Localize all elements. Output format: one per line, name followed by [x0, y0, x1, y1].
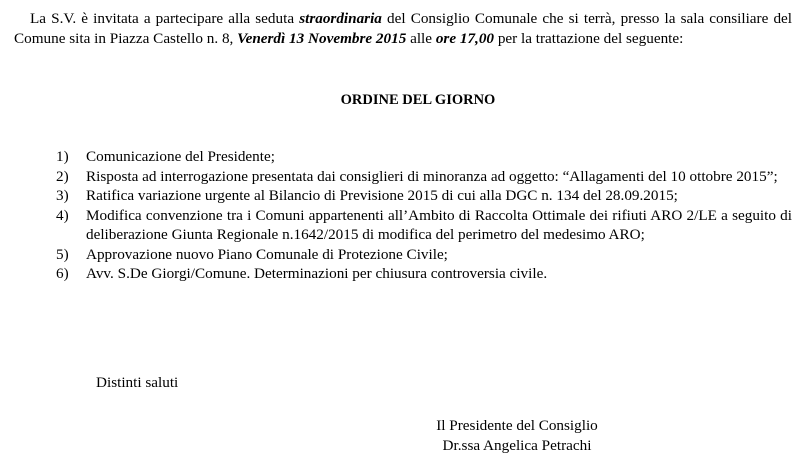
agenda-item-text: Ratifica variazione urgente al Bilancio di Previsione 2015 di cui alla DGC n. 134 del 28.09.2015;	[86, 187, 678, 204]
intro-text-1: La S.V. è invitata a partecipare alla seduta	[30, 10, 300, 27]
intro-text-3: alle	[406, 29, 436, 47]
signature-name: Dr.ssa Angelica Petrachi	[442, 436, 592, 454]
agenda-item-number: 1)	[56, 148, 69, 165]
session-type: straordinaria	[299, 10, 382, 27]
agenda-item-number: 5)	[56, 245, 69, 263]
agenda-heading: ORDINE DEL GIORNO	[340, 92, 496, 108]
agenda-item	[56, 206, 792, 245]
agenda-item-text: Avv. S.De Giorgi/Comune. Determinazioni per chiusura controversia civile.	[86, 265, 548, 282]
signature-block	[400, 416, 634, 455]
agenda-item-text: Approvazione nuovo Piano Comunale di Protezione Civile;	[86, 245, 448, 263]
agenda-item-text: Comunicazione del Presidente;	[86, 148, 275, 165]
agenda-item	[56, 167, 792, 187]
agenda-item-number: 6)	[56, 265, 69, 282]
agenda-item-text: Risposta ad interrogazione presentata dai consiglieri di minoranza ad oggetto: “Allagamenti del 10 ottobre 2015”;	[86, 167, 778, 185]
intro-text-2: del Consiglio Comunale che si terrà, presso la sala consiliare del Comune sita in Piazza Castello n. 8,	[14, 10, 793, 47]
agenda-list	[56, 147, 792, 284]
agenda-item-text: Modifica convenzione tra i Comuni appartenenti all’Ambito di Raccolta Ottimale dei rifiuti ARO 2/LE a seguito di deliberazione Giunta Regionale n.1642/2015 di modifica del perimetro del medesimo ARO;	[86, 206, 792, 243]
agenda-item	[56, 245, 792, 265]
agenda-item	[56, 186, 792, 206]
meeting-time: ore 17,00	[435, 29, 495, 47]
agenda-item	[56, 147, 792, 167]
meeting-date: Venerdì 13 Novembre 2015	[237, 29, 407, 47]
agenda-item	[56, 264, 792, 284]
agenda-item-number: 3)	[56, 187, 69, 204]
agenda-item-number: 4)	[56, 206, 69, 224]
agenda-item-number: 2)	[56, 167, 69, 185]
intro-paragraph	[14, 9, 792, 48]
intro-text-4: per la trattazione del seguente:	[494, 29, 684, 47]
signature-role: Il Presidente del Consiglio	[436, 417, 598, 434]
closing-greeting: Distinti saluti	[96, 374, 179, 391]
